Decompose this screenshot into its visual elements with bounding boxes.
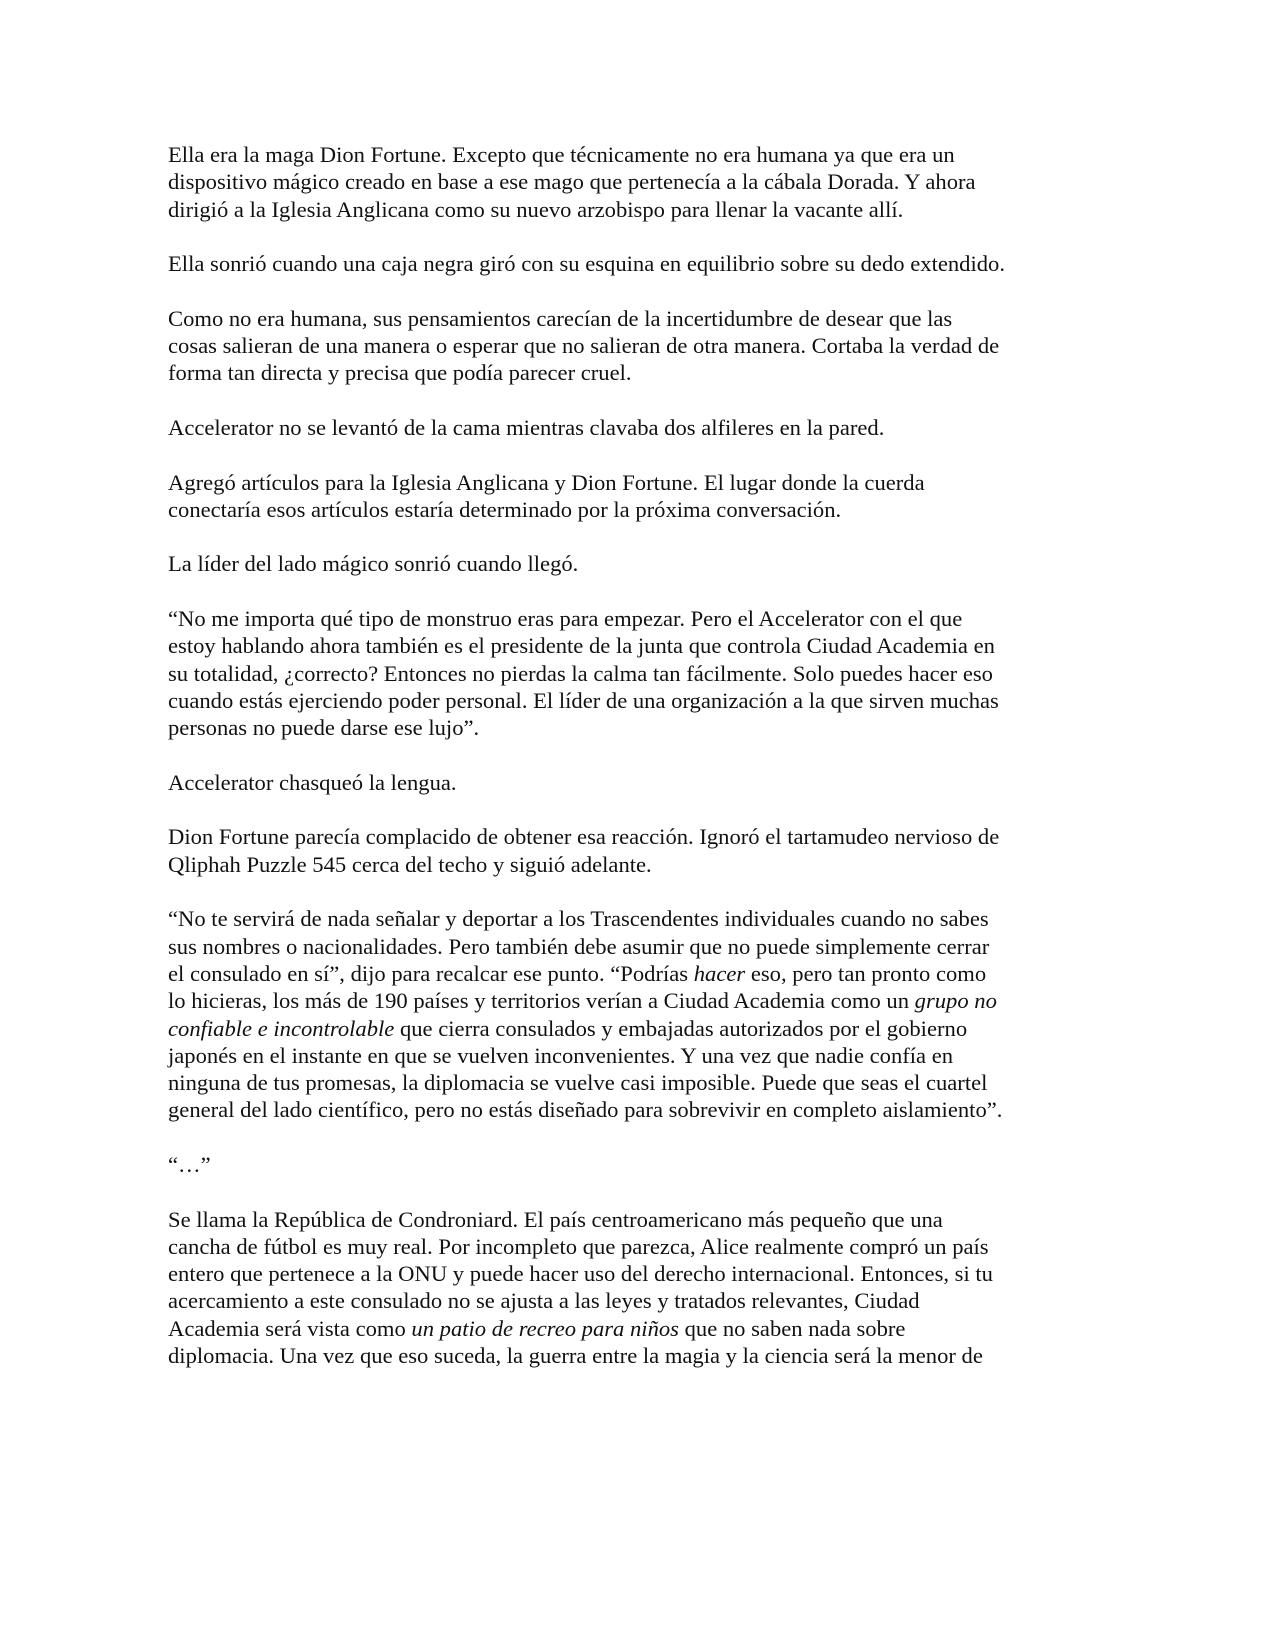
paragraph: [168, 141, 1068, 223]
text-line: su totalidad, ¿correcto? Entonces no pierdas la calma tan fácilmente. Solo puedes hacer eso: [168, 660, 993, 686]
text-line: [168, 987, 1068, 1014]
text-line: personas no puede darse ese lujo”.: [168, 715, 480, 741]
text-line: La líder del lado mágico sonrió cuando llegó.: [168, 551, 579, 577]
text-line: sus nombres o nacionalidades. Pero también debe asumir que no puede simplemente cerrar: [168, 933, 990, 959]
text-line: estoy hablando ahora también es el presidente de la junta que controla Ciudad Academia en: [168, 633, 995, 659]
italic-segment: un patio de recreo para niños: [411, 1315, 679, 1341]
text-segment: Academia será vista como: [168, 1315, 412, 1341]
text-line: dispositivo mágico creado en base a ese mago que pertenecía a la cábala Dorada. Y ahora: [168, 169, 976, 195]
text-line: Ella era la maga Dion Fortune. Excepto que técnicamente no era humana ya que era un: [168, 142, 955, 167]
paragraph: [168, 905, 1068, 1123]
paragraph: [168, 1151, 1068, 1178]
text-line: ninguna de tus promesas, la diplomacia se vuelve casi imposible. Puede que seas el cuartel: [168, 1070, 988, 1096]
text-line: conectaría esos artículos estaría determinado por la próxima conversación.: [168, 496, 842, 522]
paragraph: [168, 1206, 1068, 1370]
text-line: [168, 1315, 1068, 1342]
paragraph: [168, 605, 1068, 741]
text-line: acercamiento a este consulado no se ajusta a las leyes y tratados relevantes, Ciudad: [168, 1288, 920, 1314]
text-line: Dion Fortune parecía complacido de obtener esa reacción. Ignoró el tartamudeo nervioso de: [168, 824, 1000, 850]
text-segment: que cierra consulados y embajadas autorizados por el gobierno: [394, 1015, 968, 1041]
italic-segment: grupo no: [914, 988, 997, 1014]
text-segment: eso, pero tan pronto como: [745, 960, 987, 986]
paragraph: [168, 550, 1068, 577]
text-line: “…”: [168, 1151, 211, 1177]
text-line: [168, 1015, 1068, 1042]
paragraph: [168, 469, 1068, 524]
text-line: “No me importa qué tipo de monstruo eras para empezar. Pero el Accelerator con el que: [168, 606, 963, 632]
text-line: cuando estás ejerciendo poder personal. El líder de una organización a la que sirven muchas: [168, 687, 999, 713]
text-line: Como no era humana, sus pensamientos carecían de la incertidumbre de desear que las: [168, 305, 953, 331]
text-line: entero que pertenece a la ONU y puede hacer uso del derecho internacional. Entonces, si tu: [168, 1261, 993, 1287]
text-line: Accelerator chasqueó la lengua.: [168, 769, 457, 795]
text-line: diplomacia. Una vez que eso suceda, la guerra entre la magia y la ciencia será la menor de: [168, 1343, 983, 1369]
text-line: Qliphah Puzzle 545 cerca del techo y siguió adelante.: [168, 851, 652, 877]
paragraph: [168, 414, 1068, 441]
paragraph: [168, 250, 1068, 277]
italic-segment: hacer: [693, 960, 746, 986]
text-line: Se llama la República de Condroniard. El país centroamericano más pequeño que una: [168, 1206, 943, 1232]
text-line: Agregó artículos para la Iglesia Anglicana y Dion Fortune. El lugar donde la cuerda: [168, 469, 925, 495]
text-line: Accelerator no se levantó de la cama mientras clavaba dos alfileres en la pared.: [168, 414, 885, 440]
text-line: cancha de fútbol es muy real. Por incompleto que parezca, Alice realmente compró un país: [168, 1233, 989, 1259]
text-line: japonés en el instante en que se vuelven inconvenientes. Y una vez que nadie confía en: [168, 1042, 954, 1068]
text-line: cosas salieran de una manera o esperar que no salieran de otra manera. Cortaba la verdad de: [168, 333, 1000, 359]
text-segment: lo hicieras, los más de 190 países y territorios verían a Ciudad Academia como un: [168, 988, 915, 1014]
text-segment: el consulado en sí”, dijo para recalcar ese punto. “Podrías: [168, 960, 694, 986]
text-line: [168, 960, 1068, 987]
text-segment: que no saben nada sobre: [678, 1315, 906, 1341]
paragraph: [168, 769, 1068, 796]
document-page: [168, 141, 1068, 1397]
text-line: Ella sonrió cuando una caja negra giró con su esquina en equilibrio sobre su dedo extendido.: [168, 251, 1005, 277]
italic-segment: confiable e incontrolable: [168, 1015, 395, 1041]
paragraph: [168, 823, 1068, 878]
text-line: dirigió a la Iglesia Anglicana como su nuevo arzobispo para llenar la vacante allí.: [168, 196, 904, 222]
text-line: forma tan directa y precisa que podía parecer cruel.: [168, 360, 632, 386]
text-line: general del lado científico, pero no estás diseñado para sobrevivir en completo aislamiento”.: [168, 1097, 1003, 1123]
paragraph: [168, 305, 1068, 387]
text-line: “No te servirá de nada señalar y deportar a los Trascendentes individuales cuando no sabes: [168, 906, 989, 932]
